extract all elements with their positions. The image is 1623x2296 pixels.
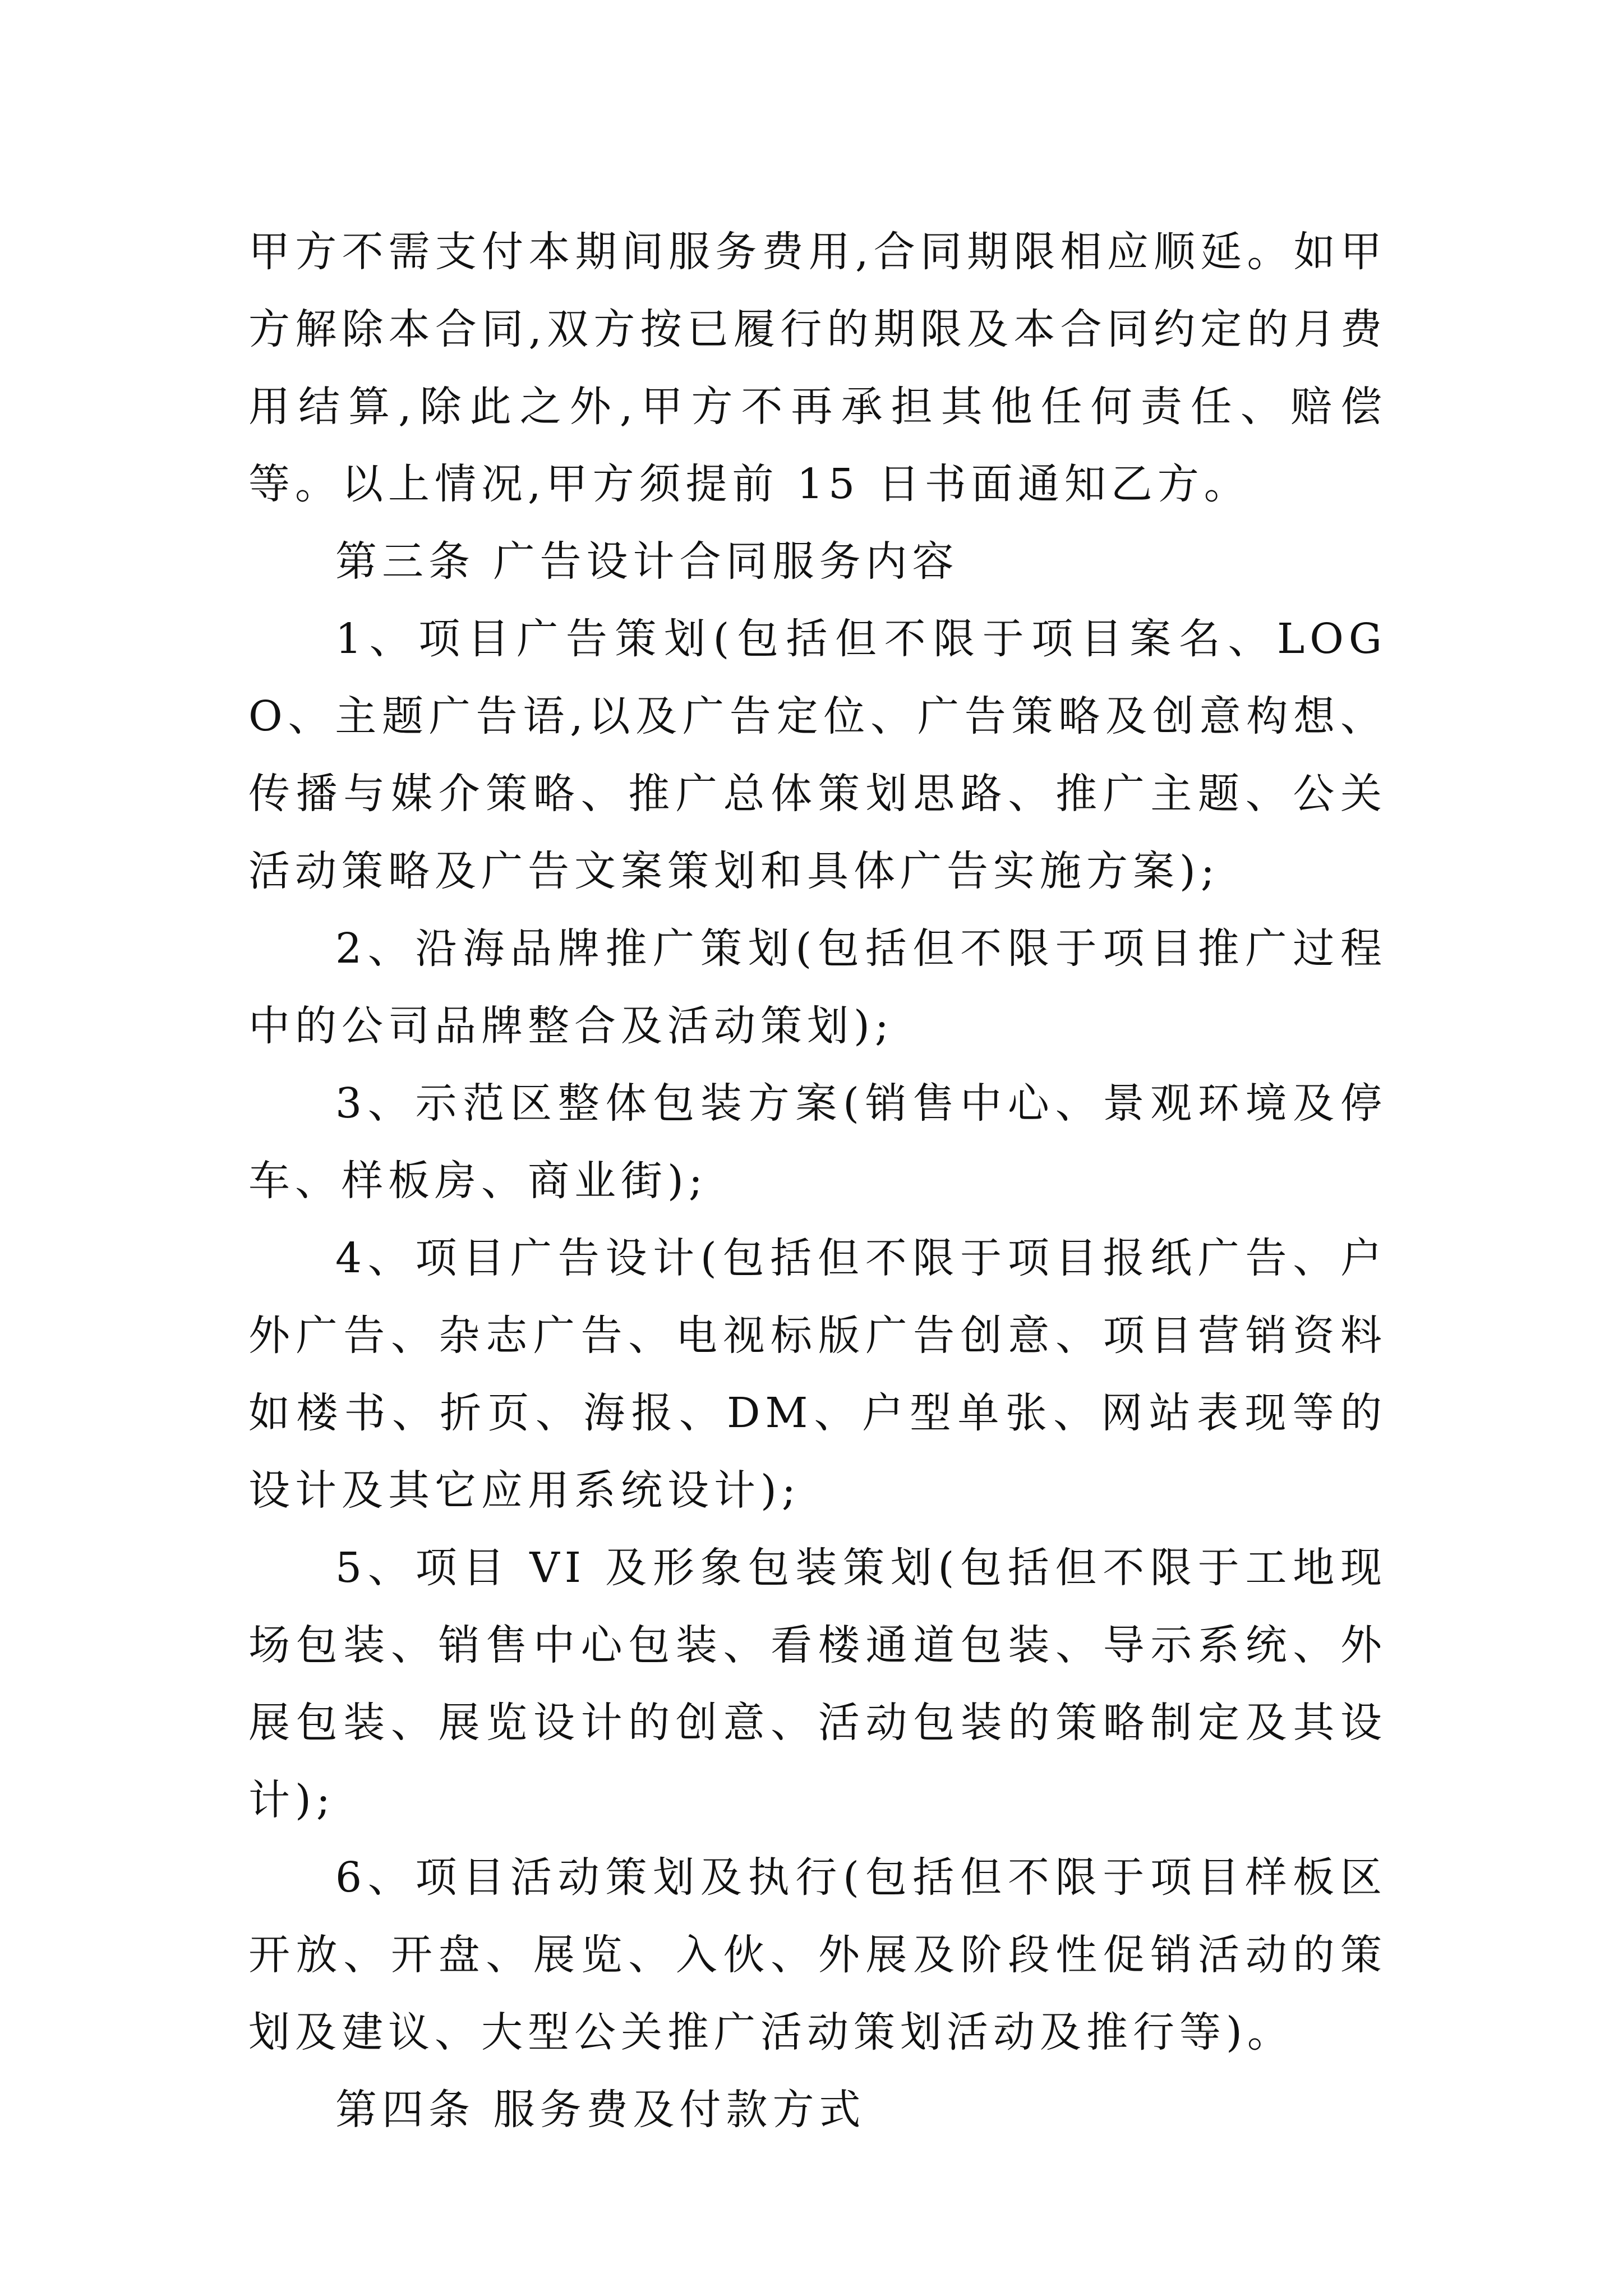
service-item-4: 4、项目广告设计(包括但不限于项目报纸广告、户外广告、杂志广告、电视标版广告创意、项目营销资料如楼书、折页、海报、DM、户型单张、网站表现等的设计及其它应用系统设计); [248, 1234, 1387, 1515]
article-4-heading: 第四条 服务费及付款方式 [335, 2086, 866, 2134]
service-item-6: 6、项目活动策划及执行(包括但不限于项目样板区开放、开盘、展览、入伙、外展及阶段性促销活动的策划及建议、大型公关推广活动策划活动及推行等)。 [248, 1853, 1387, 2056]
document-body [248, 213, 1387, 2148]
service-item-5: 5、项目 VI 及形象包装策划(包括但不限于工地现场包装、销售中心包装、看楼通道包装、导示系统、外展包装、展览设计的创意、活动包装的策略制定及其设计); [248, 1544, 1387, 1824]
article-3-heading: 第三条 广告设计合同服务内容 [335, 537, 959, 586]
service-item-3: 3、示范区整体包装方案(销售中心、景观环境及停车、样板房、商业街); [248, 1079, 1387, 1205]
paragraph-continuation: 甲方不需支付本期间服务费用,合同期限相应顺延。如甲方解除本合同,双方按已履行的期限及本合同约定的月费用结算,除此之外,甲方不再承担其他任何责任、赔偿等。以上情况,甲方须提前 15 日书面通知乙方。 [248, 228, 1387, 508]
service-item-1: 1、项目广告策划(包括但不限于项目案名、LOGO、主题广告语,以及广告定位、广告策略及创意构想、传播与媒介策略、推广总体策划思路、推广主题、公关活动策略及广告文案策划和具体广告实施方案); [248, 615, 1387, 895]
service-item-2: 2、沿海品牌推广策划(包括但不限于项目推广过程中的公司品牌整合及活动策划); [248, 924, 1387, 1050]
